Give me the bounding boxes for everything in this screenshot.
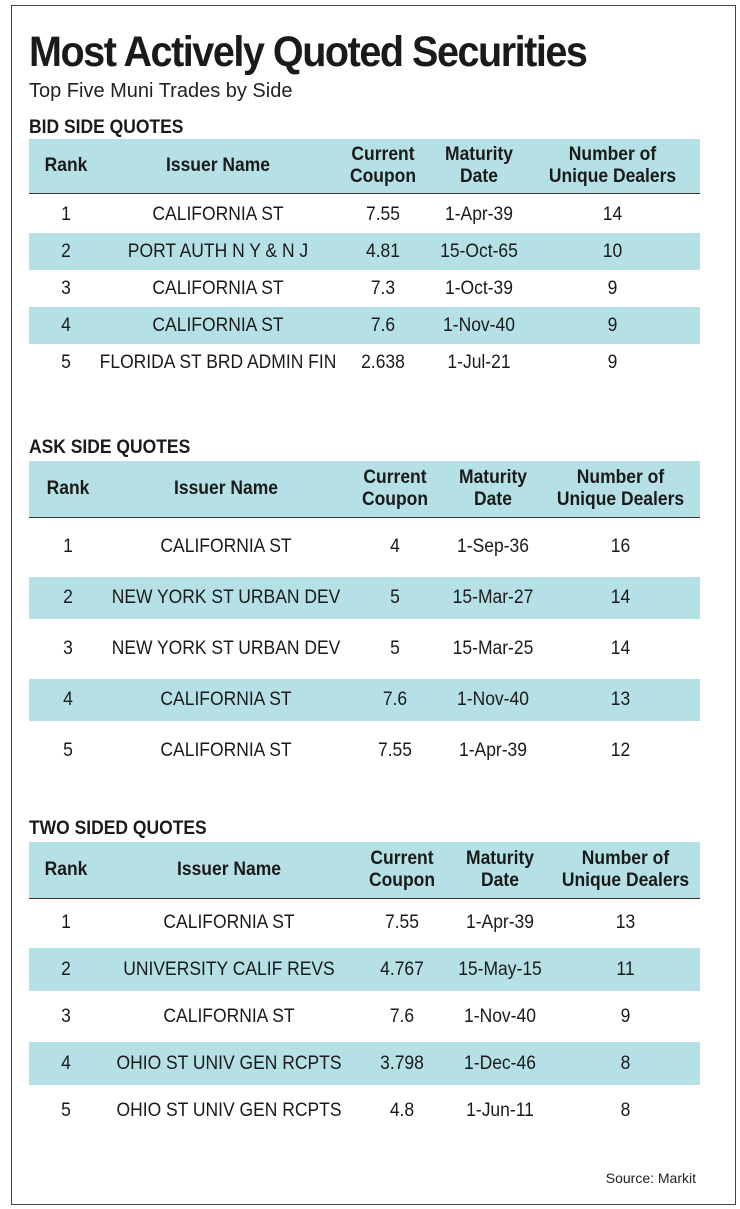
table-row [29,1087,700,1134]
table-cell: 14 [610,586,631,608]
table-cell: 5 [390,637,400,659]
page-subtitle: Top Five Muni Trades by Side [29,80,293,102]
column-header: Rank [44,155,88,176]
table-row [29,725,700,776]
table-section-3 [29,818,700,1134]
table-row [29,948,700,991]
table-cell: 13 [615,911,636,933]
table-cell: 1-Apr-39 [465,911,534,933]
page-title: Most Actively Quoted Securities [29,28,587,76]
table-cell: 7.3 [370,277,396,299]
table-cell: 15-May-15 [458,958,542,980]
table-cell: CALIFORNIA ST [152,203,284,225]
column-header: Rank [46,478,90,499]
table-cell: 8 [620,1099,631,1121]
table-cell: 1-Jun-11 [466,1099,534,1121]
section-title: BID SIDE QUOTES [29,117,184,138]
table-row [29,1042,700,1085]
table-cell: 14 [610,637,631,659]
table-cell: 7.55 [384,911,420,933]
table-row [29,623,700,674]
table-section-2 [29,437,700,776]
column-header: Current Coupon [349,144,417,187]
table-section-1 [29,117,700,381]
column-header: Number of Unique Dealers [556,467,685,510]
table-cell: CALIFORNIA ST [152,277,284,299]
table-cell: 2 [61,240,71,262]
column-header: Maturity Date [466,848,534,891]
table-cell: 15-Mar-25 [452,637,534,659]
table-cell: 5 [390,586,400,608]
table-cell: 15-Oct-65 [440,240,518,262]
table-cell: 3 [63,637,73,659]
table-cell: OHIO ST UNIV GEN RCPTS [116,1052,342,1074]
table-cell: 5 [63,739,73,761]
table-header [29,461,700,518]
table-cell: 12 [610,739,631,761]
section-title: TWO SIDED QUOTES [29,818,207,839]
table-cell: 2.638 [361,351,405,373]
table-cell: 7.6 [370,314,396,336]
table-cell: 9 [607,277,618,299]
table-cell: 1-Oct-39 [444,277,513,299]
table-cell: 13 [610,688,631,710]
table-cell: 7.6 [389,1005,415,1027]
source-note: Source: Markit [605,1170,696,1186]
table-cell: 15-Mar-27 [452,586,534,608]
table-cell: 4 [390,535,400,557]
table-cell: 1-Nov-40 [443,314,515,336]
table-cell: CALIFORNIA ST [160,688,292,710]
table-header [29,842,700,899]
table-row [29,899,700,946]
table-cell: OHIO ST UNIV GEN RCPTS [116,1099,342,1121]
table-cell: 2 [63,586,73,608]
table-cell: NEW YORK ST URBAN DEV [111,586,341,608]
table-header [29,139,700,194]
table-cell: 1-Jul-21 [447,351,511,373]
table-row [29,270,700,307]
table-cell: CALIFORNIA ST [152,314,284,336]
table-cell: 4 [61,1052,71,1074]
table-cell: 4.767 [380,958,424,980]
column-header: Issuer Name [166,155,270,176]
table-cell: 1-Sep-36 [457,535,529,557]
table-cell: 10 [602,240,623,262]
column-header: Issuer Name [177,859,281,880]
table-cell: 3 [61,277,71,299]
table-cell: 1 [61,911,71,933]
table-cell: 1 [61,203,71,225]
table-cell: CALIFORNIA ST [160,535,292,557]
table-row [29,577,700,619]
table-cell: FLORIDA ST BRD ADMIN FIN [99,351,337,373]
table-cell: 14 [602,203,623,225]
table-cell: CALIFORNIA ST [163,911,295,933]
section-title: ASK SIDE QUOTES [29,437,191,458]
table-cell: 5 [61,351,71,373]
table-row [29,196,700,233]
table-cell: 9 [620,1005,631,1027]
table-cell: 1-Dec-46 [464,1052,536,1074]
column-header: Maturity Date [445,144,513,187]
table-cell: 1-Apr-39 [458,739,527,761]
table-cell: 4 [61,314,71,336]
table-cell: 1-Apr-39 [444,203,513,225]
table-cell: 1 [63,535,73,557]
table-cell: CALIFORNIA ST [163,1005,295,1027]
table-cell: 1-Nov-40 [464,1005,536,1027]
table-cell: 9 [607,314,618,336]
table-cell: 3.798 [380,1052,424,1074]
table-cell: 7.55 [377,739,413,761]
table-cell: 9 [607,351,618,373]
table-row [29,344,700,381]
column-header: Rank [44,859,88,880]
table-row [29,307,700,344]
table-cell: UNIVERSITY CALIF REVS [123,958,335,980]
table-cell: 7.6 [382,688,408,710]
table-row [29,521,700,572]
column-header: Issuer Name [174,478,278,499]
table-cell: CALIFORNIA ST [160,739,292,761]
table-cell: 5 [61,1099,71,1121]
table-cell: 11 [616,958,635,980]
table-row [29,679,700,721]
column-header: Current Coupon [361,467,429,510]
column-header: Maturity Date [459,467,527,510]
table-cell: 1-Nov-40 [457,688,529,710]
table-cell: 8 [620,1052,631,1074]
table-cell: PORT AUTH N Y & N J [127,240,309,262]
column-header: Number of Unique Dealers [548,144,677,187]
table-row [29,993,700,1040]
column-header: Number of Unique Dealers [561,848,690,891]
column-header: Current Coupon [368,848,436,891]
table-cell: NEW YORK ST URBAN DEV [111,637,341,659]
table-cell: 7.55 [365,203,401,225]
table-cell: 4.8 [389,1099,415,1121]
table-cell: 4.81 [365,240,401,262]
table-row [29,233,700,270]
table-cell: 16 [610,535,631,557]
table-cell: 4 [63,688,73,710]
table-cell: 3 [61,1005,71,1027]
table-cell: 2 [61,958,71,980]
